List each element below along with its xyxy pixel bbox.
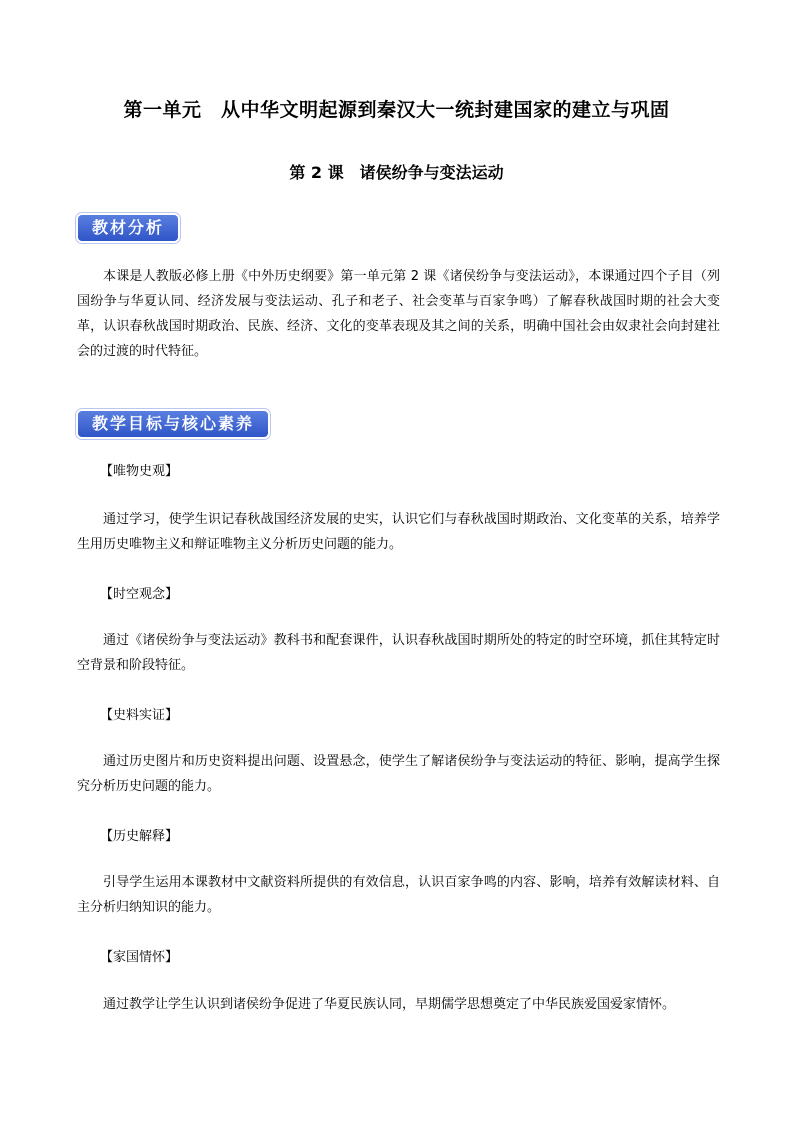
lesson-title: 第 2 课 诸侯纷争与变法运动	[289, 163, 504, 182]
objective-paragraph-interpretation: 引导学生运用本课教材中文献资料所提供的有效信息，认识百家争鸣的内容、影响，培养有效解读材料、自主分析归纳知识的能力。	[77, 875, 720, 915]
objective-heading-patriotism: 【家国情怀】	[100, 950, 179, 965]
textbook-analysis-paragraph: 本课是人教版必修上册《中外历史纲要》第一单元第 2 课《诸侯纷争与变法运动》，本课通过四个子目（列国纷争与华夏认同、经济发展与变法运动、孔子和老子、社会变革与百家争鸣）了解春秋战国时期的社会大变革，认识春秋战国时期政治、民族、经济、文化的变革表现及其之间的关系，明确中国社会由奴隶社会向封建社会的过渡的时代特征。	[77, 269, 720, 359]
objective-paragraph-materialism: 通过学习，使学生识记春秋战国经济发展的史实，认识它们与春秋战国时期政治、文化变革的关系，培养学生用历史唯物主义和辩证唯物主义分析历史问题的能力。	[77, 512, 720, 552]
objective-heading-space-time: 【时空观念】	[100, 587, 179, 602]
unit-title: 第一单元 从中华文明起源到秦汉大一统封建国家的建立与巩固	[123, 99, 670, 121]
objective-heading-materialism: 【唯物史观】	[100, 464, 179, 479]
objective-heading-evidence: 【史料实证】	[100, 708, 179, 723]
section-badge-teaching-objectives: 教学目标与核心素养	[76, 409, 270, 439]
section-badge-textbook-analysis: 教材分析	[76, 213, 180, 243]
objective-heading-interpretation: 【历史解释】	[100, 829, 179, 844]
objective-paragraph-evidence: 通过历史图片和历史资料提出问题、设置悬念，使学生了解诸侯纷争与变法运动的特征、影响，提高学生探究分析历史问题的能力。	[77, 754, 720, 794]
objective-paragraph-space-time: 通过《诸侯纷争与变法运动》教科书和配套课件，认识春秋战国时期所处的特定的时空环境，抓住其特定时空背景和阶段特征。	[77, 633, 720, 673]
objective-paragraph-patriotism: 通过教学让学生认识到诸侯纷争促进了华夏民族认同，早期儒学思想奠定了中华民族爱国爱家情怀。	[103, 997, 676, 1012]
